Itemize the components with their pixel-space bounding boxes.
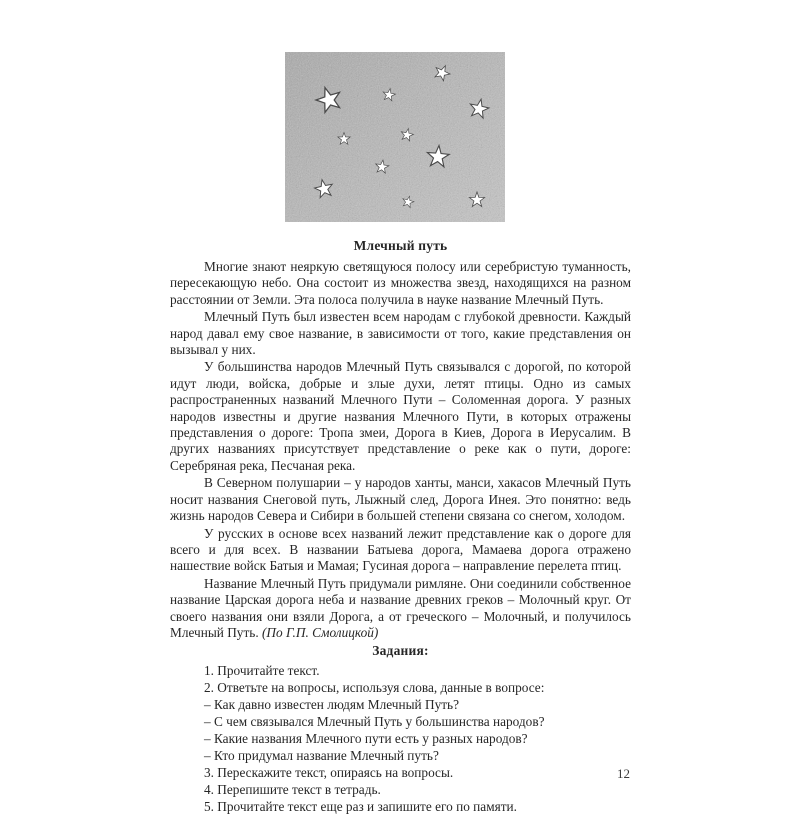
- starry-sky-image: [285, 52, 505, 222]
- task-item: – Как давно известен людям Млечный Путь?: [204, 697, 459, 713]
- article-paragraph: Многие знают неяркую светящуюся полосу или серебристую туманность, пересекающую небо. Она состоит из множества звезд, находящихся на разном расстоянии от Земли. Эта полоса получила в науке название Млечный Путь.: [170, 259, 631, 307]
- task-item: 2. Ответьте на вопросы, используя слова, данные в вопросе:: [204, 680, 545, 696]
- task-item: 1. Прочитайте текст.: [204, 663, 320, 679]
- article-paragraph: У большинства народов Млечный Путь связывался с дорогой, по которой идут люди, войска, добрые и злые духи, летят птицы. Одно из самых распространенных названий Млечного Пути – Соломенная дорога. У разных народов известны и другие названия Млечного Пути, в которых отражены представления о дороге: Тропа змеи, Дорога в Киев, Дорога в Иерусалим. В других названиях присутствует представление о реке как о пути, дороге: Серебряная река, Песчаная река.: [170, 359, 631, 473]
- milky-way-illustration: [285, 52, 505, 222]
- article-closing-paragraph: [170, 576, 631, 642]
- sky-grain-texture: [285, 52, 505, 222]
- tasks-heading: Задания:: [372, 643, 429, 659]
- task-item: – Какие названия Млечного пути есть у разных народов?: [204, 731, 528, 747]
- article-body: [170, 259, 631, 575]
- page-number: 12: [617, 766, 630, 781]
- task-item: 4. Перепишите текст в тетрадь.: [204, 782, 381, 798]
- attribution-text: (По Г.П. Смолицкой): [261, 624, 379, 640]
- text-column: [170, 238, 631, 815]
- closing-paragraph-text: Название Млечный Путь придумали римляне. Они соединили собственное название Царская дорога неба и название древних греков – Молочный круг. От своего названия они взяли Дорога, а от греческого – Молочный, и получилось Млечный Путь.: [170, 575, 631, 640]
- task-item: – Кто придумал название Млечный путь?: [204, 748, 439, 764]
- task-item: – С чем связывался Млечный Путь у большинства народов?: [204, 714, 545, 730]
- article-paragraph: Млечный Путь был известен всем народам с глубокой древности. Каждый народ давал ему свое название, в зависимости от того, какие представления он вызывал у них.: [170, 309, 631, 358]
- task-item: 5. Прочитайте текст еще раз и запишите его по памяти.: [204, 799, 517, 815]
- article-paragraph: В Северном полушарии – у народов ханты, манси, хакасов Млечный Путь носит названия Снеговой путь, Лыжный след, Дорога Инея. Это понятно: ведь жизнь народов Севера и Сибири в большей степени связана со снегом, холодом.: [170, 475, 631, 524]
- task-item: 3. Перескажите текст, опираясь на вопросы.: [204, 765, 454, 781]
- article-title: Млечный путь: [353, 238, 448, 253]
- article-paragraph: У русских в основе всех названий лежит представление как о дороге для всего и для всех. В названии Батыева дорога, Мамаева дорога отражено нашествие войск Батыя и Мамая; Гусиная дорога – направление перелета птиц.: [170, 525, 631, 574]
- tasks-list: [170, 662, 631, 815]
